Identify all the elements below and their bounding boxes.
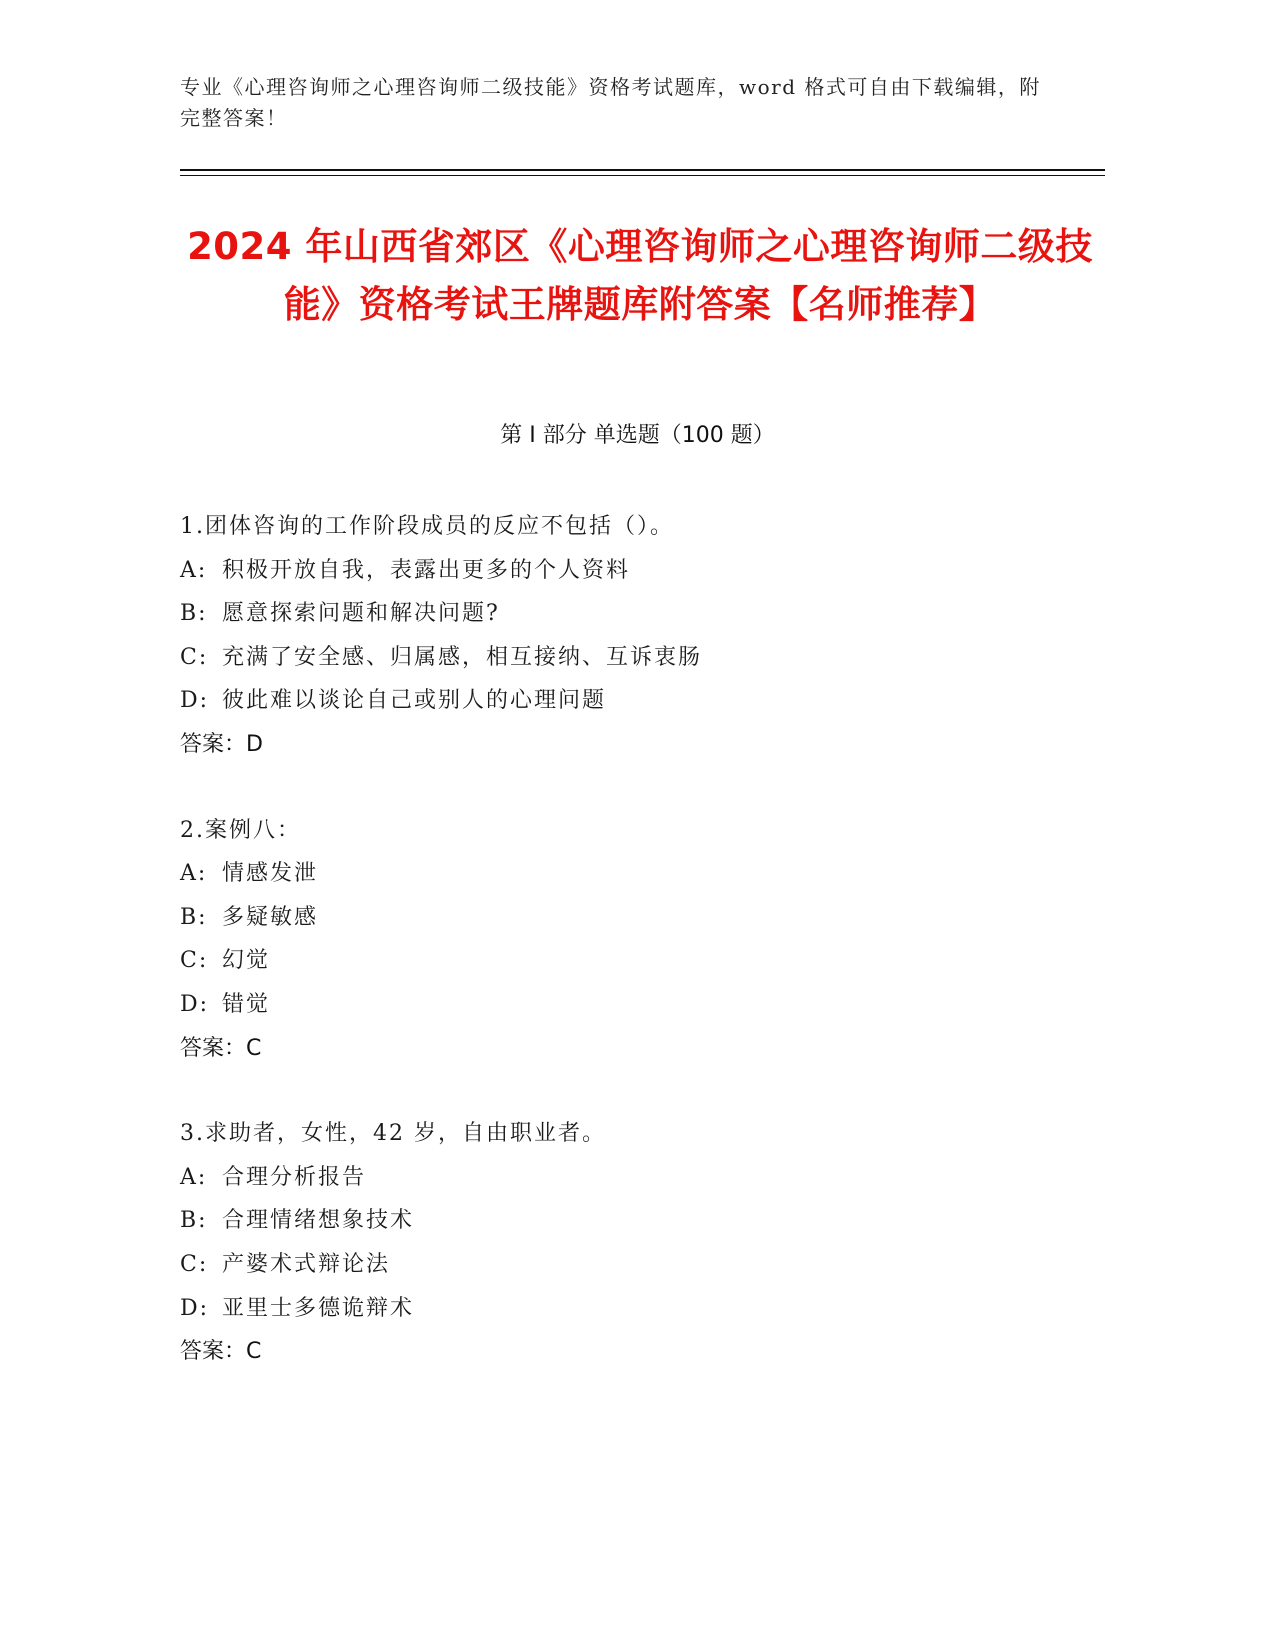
option-d — [180, 983, 1080, 1027]
option-text: 愿意探索问题和解决问题? — [222, 601, 500, 627]
question-3 — [180, 1112, 1080, 1374]
option-text: 亚里士多德诡辩术 — [222, 1295, 415, 1321]
option-text: 合理情绪想象技术 — [222, 1208, 415, 1234]
option-text: 错觉 — [222, 991, 271, 1017]
option-text: 幻觉 — [222, 948, 271, 974]
option-key: B: — [180, 601, 208, 627]
option-key: A: — [180, 1164, 208, 1190]
option-key: C: — [180, 1251, 209, 1277]
option-key: C: — [180, 948, 209, 974]
option-b — [180, 1199, 1080, 1243]
option-b — [180, 896, 1080, 940]
option-key: A: — [180, 861, 208, 887]
answer: 答案：C — [180, 1035, 262, 1061]
option-key: D: — [180, 688, 210, 714]
option-a — [180, 1156, 1080, 1200]
option-d — [180, 679, 1080, 723]
section-heading: 第 I 部分 单选题（100 题） — [500, 423, 775, 448]
header-rule-thin — [180, 175, 1105, 176]
question-2 — [180, 809, 1080, 1071]
option-key: C: — [180, 644, 209, 670]
question-stem: 2.案例八： — [180, 817, 301, 843]
question-stem: 1.团体咨询的工作阶段成员的反应不包括（）。 — [180, 514, 674, 539]
option-d — [180, 1287, 1080, 1331]
option-key: B: — [180, 904, 208, 930]
header-note: 专业《心理咨询师之心理咨询师二级技能》资格考试题库，word 格式可自由下载编辑，附完整答案！ — [180, 75, 1041, 130]
option-a — [180, 549, 1080, 593]
question-list — [180, 505, 1080, 1416]
option-key: B: — [180, 1208, 208, 1234]
option-a — [180, 852, 1080, 896]
document-title: 2024 年山西省郊区《心理咨询师之心理咨询师二级技能》资格考试王牌题库附答案【名师推荐】 — [187, 225, 1093, 326]
option-text: 充满了安全感、归属感，相互接纳、互诉衷肠 — [222, 644, 703, 670]
option-text: 多疑敏感 — [222, 904, 319, 930]
option-b — [180, 592, 1080, 636]
question-stem: 3.求助者，女性，42 岁，自由职业者。 — [180, 1121, 606, 1147]
option-text: 合理分析报告 — [222, 1164, 367, 1190]
option-key: D: — [180, 1295, 210, 1321]
question-1 — [180, 505, 1080, 767]
option-c — [180, 636, 1080, 680]
option-c — [180, 939, 1080, 983]
option-text: 彼此难以谈论自己或别人的心理问题 — [222, 688, 607, 714]
answer: 答案：D — [180, 731, 263, 757]
option-text: 产婆术式辩论法 — [222, 1251, 391, 1277]
option-key: A: — [180, 557, 208, 583]
option-key: D: — [180, 991, 210, 1017]
answer: 答案：C — [180, 1339, 262, 1365]
option-text: 积极开放自我，表露出更多的个人资料 — [222, 557, 631, 583]
option-text: 情感发泄 — [222, 861, 319, 887]
option-c — [180, 1243, 1080, 1287]
header-rule-thick — [180, 169, 1105, 171]
